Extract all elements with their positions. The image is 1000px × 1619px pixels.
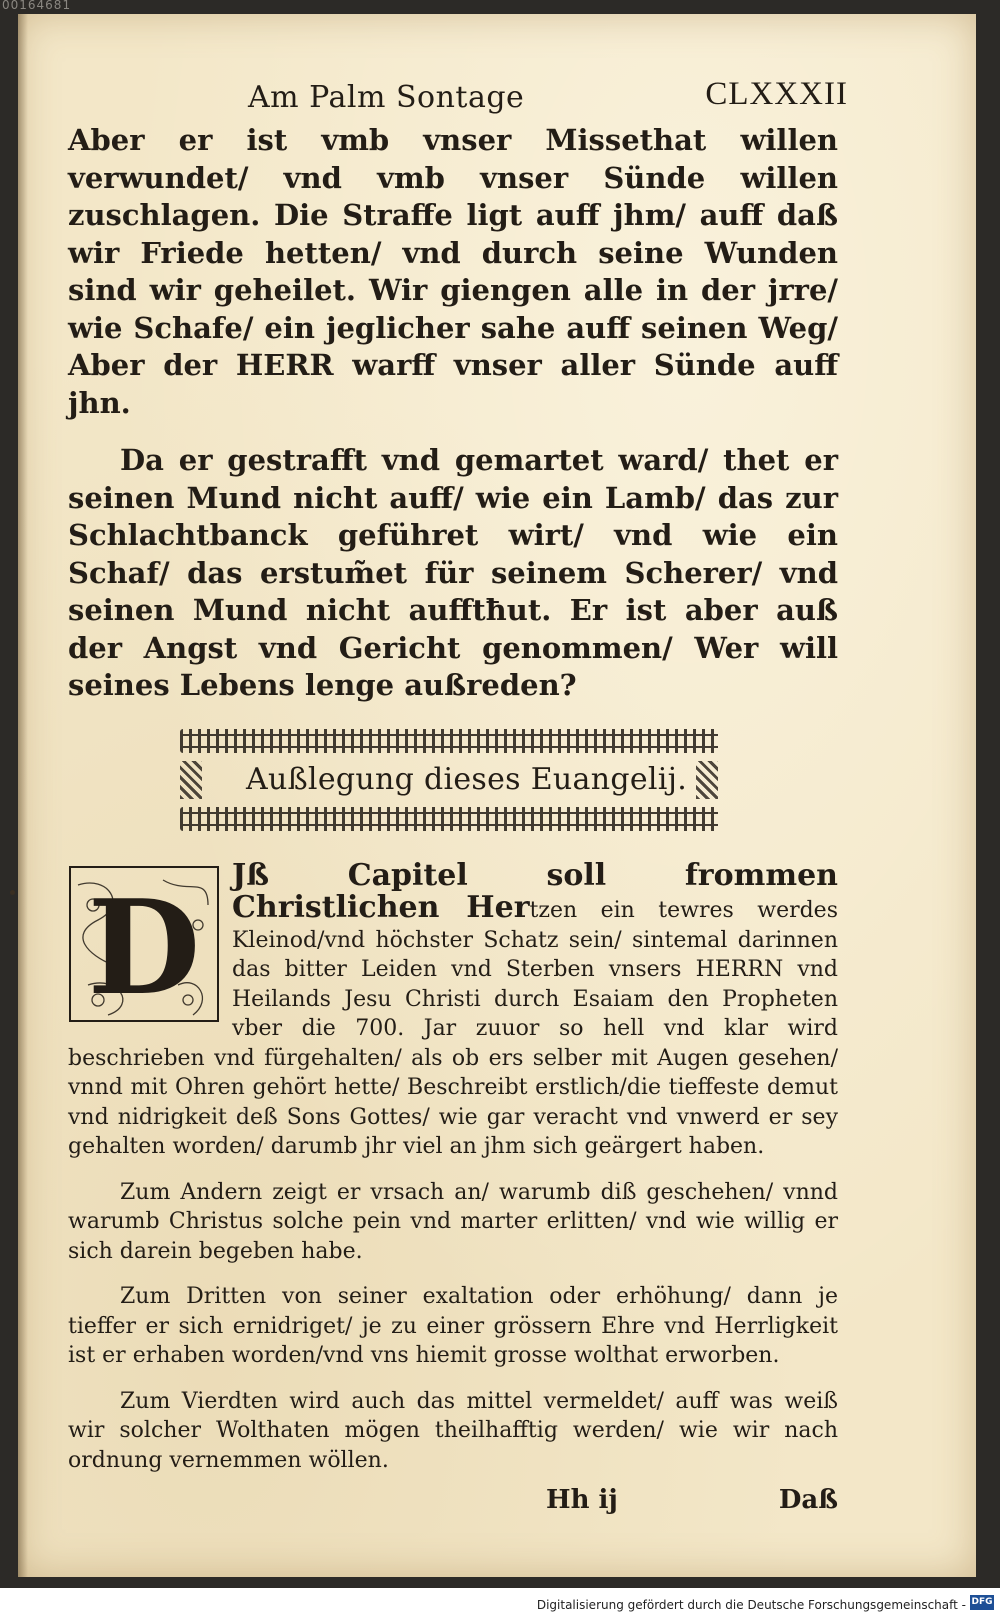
commentary-paragraph: Zum Dritten von seiner exaltation oder erhöhung/ dann je tieffer er sich ernidriget/ je zu einer grössern Ehre vnd Herrligkeit ist er erhaben worden/vnd vns hiemit grosse wolthat erworben. [68,1284,838,1368]
digitization-footer [0,1588,1000,1619]
dfg-logo: DFG [970,1595,994,1610]
commentary-block [68,857,838,1476]
ornament-cap-right [696,761,718,799]
commentary-rest: tzen ein tewres werdes Kleinod/vnd höchster Schatz sein/ sintemal darinnen das bitter Leiden vnd Sterben vnsers HERRN vnd Heilands Jesu Christi durch Esaiam den Propheten vber die 700. Jar zuuor so hell vnd klar wird beschrieben vnd fürgehalten/ als ob ers selber mit Augen gesehen/ vnnd mit Ohren gehört hette/ Beschreibt erstlich/die tieffeste demut vnd nidrigkeit deß Sons Gottes/ wie gar veracht vnd vnwerd er sey gehalten worden/ darumb jhr viel an jhm sich geärgert haben. [68,898,838,1159]
scan-id: 00164681 [2,0,72,12]
commentary-paragraph: Zum Andern zeigt er vrsach an/ warumb diß geschehen/ vnnd warumb Christus solche pein vnd marter erlitten/ vnd wie willig er sich darein begeben habe. [68,1179,838,1264]
page-edge-shadow [18,14,28,1577]
section-heading: Außlegung dieses Euangelij. [246,762,688,797]
page-foot [68,1485,838,1525]
signature-mark: Hh ij [546,1485,618,1515]
page-content [68,62,848,1525]
body-paragraph-large: Aber er ist vmb vnser Missethat willen verwundet/ vnd vmb vnser Sünde willen zuschlagen. Die Straffe ligt auff jhm/ auff daß wir Friede hetten/ vnd durch seine Wunden sind wir geheilet. Wir giengen alle in der jrre/ wie Schafe/ ein jeglicher sahe auff seinen Weg/ Aber der HERR warff vnser aller Sünde auff jhn. [68,123,838,420]
commentary-lead: Jß Capitel soll frommen Christlichen Her [232,857,838,925]
ornament-band-bottom [180,807,718,831]
ornament-cap-left [180,761,202,799]
body-paragraph-large: Da er gestrafft vnd gemartet ward/ thet er seinen Mund nicht auff/ wie ein Lamb/ das zur Schlachtbanck geführet wirt/ vnd wie ein Schaf/ das erstum̃et für seinem Scherer/ vnd seinen Mund nicht aufftħut. Er ist aber auß der Angst vnd Gericht genommen/ Wer will seines Lebens lenge außreden? [68,443,838,702]
margin-dot [10,890,15,895]
digitization-credit: Digitalisierung gefördert durch die Deutsche Forschungsgemeinschaft - [536,1598,966,1612]
ornament-band-top [180,729,718,753]
catchword: Daß [778,1485,838,1515]
section-ornament-frame [180,729,718,839]
svg-text:D: D [87,870,201,1023]
folio-number: CLXXXII [705,76,848,112]
decorated-initial-icon [68,865,220,1023]
commentary-paragraph: Zum Vierdten wird auch das mittel vermeldet/ auff was weiß wir solcher Wolthaten mögen theilhafftig werden/ wie wir nach ordnung vernemmen wöllen. [68,1388,838,1473]
decorated-initial-d [68,865,220,1023]
page-header [68,62,848,122]
running-title: Am Palm Sontage [248,80,525,115]
